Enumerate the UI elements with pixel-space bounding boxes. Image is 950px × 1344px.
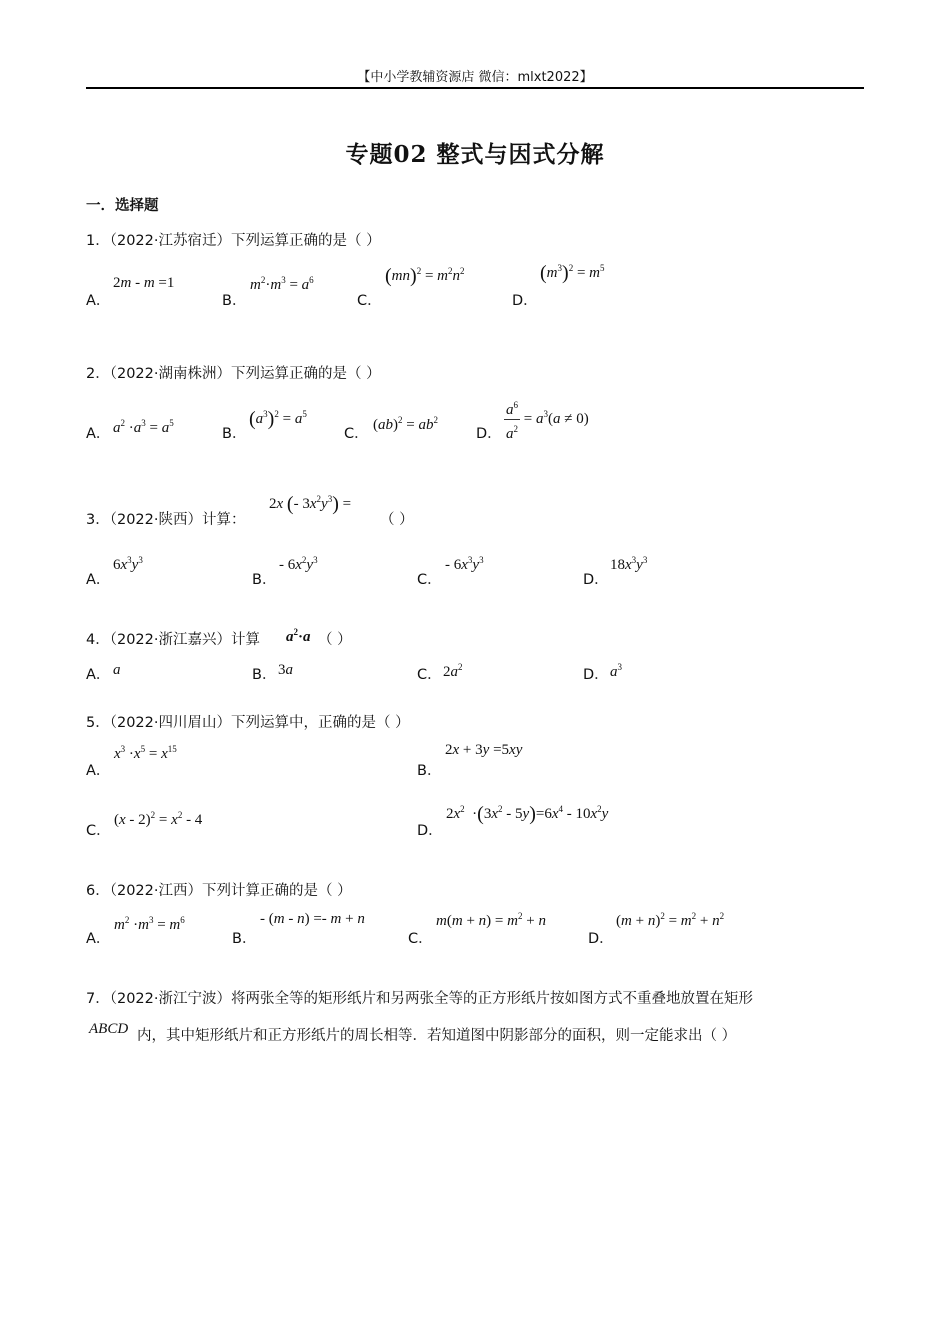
question-4-stem-suffix: （ ）: [318, 632, 352, 648]
section-heading: 一．选择题: [86, 198, 159, 214]
q6-option-b-math: - (m - n) =- m + n: [260, 911, 365, 927]
q3-option-b-math: - $6x^2y^3$: [279, 555, 318, 573]
q1-option-b-label: B．: [222, 293, 247, 309]
q2-option-c-label: C．: [344, 426, 369, 442]
q4-option-c-math: $2a^2$: [443, 662, 463, 680]
q4-option-a-label: A．: [86, 667, 111, 683]
question-1-stem: 1．（2022·江苏宿迁）下列运算正确的是（ ）: [86, 233, 381, 249]
q5-option-d-label: D．: [417, 823, 443, 839]
q2-option-a-math: $a^2 \cdot a^3 = a^5$: [113, 418, 174, 436]
q6-option-c-math: $m(m + n) = m^2 + n$: [436, 911, 546, 929]
q1-option-c-label: C．: [357, 293, 382, 309]
q1-option-a-math: 2m - m =1: [113, 275, 175, 291]
q5-option-b-label: B．: [417, 763, 442, 779]
q5-option-a-label: A．: [86, 763, 111, 779]
q5-option-c-label: C．: [86, 823, 111, 839]
q4-option-c-label: C．: [417, 667, 442, 683]
q6-option-d-math: $(m + n)^2 = m^2 + n^2$: [616, 911, 725, 929]
q7-stem-math: ABCD: [89, 1021, 129, 1037]
q3-option-d-label: D．: [583, 572, 609, 588]
q4-stem-math: $a^2\cdot a$: [286, 627, 311, 645]
q2-option-c-math: $(ab)^2 = ab^2$: [373, 415, 438, 433]
q1-option-b-math: $m^2\cdot m^3 = a^6$: [250, 275, 314, 293]
q3-stem-math: 2x (- $3x^2y^3$) =: [269, 493, 352, 515]
question-5-stem: 5．（2022·四川眉山）下列运算中，正确的是（ ）: [86, 715, 410, 731]
q1-option-c-math: $(mn)^2 = m^2n^2$: [385, 265, 465, 287]
q3-option-c-label: C．: [417, 572, 442, 588]
q1-option-a-label: A．: [86, 293, 111, 309]
q5-option-a-math: $x^3 \cdot x^5 = x^{15}$: [114, 744, 177, 762]
q5-option-b-math: 2x + 3y =5xy: [445, 742, 523, 758]
q6-option-d-label: D．: [588, 931, 614, 947]
q5-option-c-math: $(x - 2)^2 = x^2 - 4$: [114, 810, 203, 828]
q6-option-a-label: A．: [86, 931, 111, 947]
q2-option-d-label: D．: [476, 426, 502, 442]
q2-option-a-label: A．: [86, 426, 111, 442]
q2-option-d-math: $\frac{a^6}{a^2}$ = $a^3(a \ne 0)$: [504, 396, 589, 443]
header-rule: [86, 87, 864, 89]
question-7-stem-line2: 内，其中矩形纸片和正方形纸片的周长相等．若知道图中阴影部分的面积，则一定能求出（ ）: [137, 1028, 737, 1044]
page-title: 专题02 整式与因式分解: [345, 141, 605, 168]
q6-option-a-math: $m^2 \cdot m^3 = m^6$: [114, 915, 185, 933]
question-7-stem-line1: 7．（2022·浙江宁波）将两张全等的矩形纸片和另两张全等的正方形纸片按如图方式不重叠地放置在矩形: [86, 991, 753, 1007]
q3-option-b-label: B．: [252, 572, 277, 588]
q2-option-b-math: $(a^3)^2 = a^5$: [249, 408, 307, 430]
q4-option-d-label: D．: [583, 667, 609, 683]
question-6-stem: 6．（2022·江西）下列计算正确的是（ ）: [86, 883, 352, 899]
q4-option-b-math: 3a: [278, 662, 293, 678]
question-3-stem-prefix: 3．（2022·陕西）计算：: [86, 512, 246, 528]
q3-option-a-math: $6x^3y^3$: [113, 555, 143, 573]
question-3-stem-suffix: （ ）: [380, 512, 414, 528]
page-header: 【中小学教辅资源店 微信：mlxt2022】: [357, 70, 593, 85]
q3-option-d-math: $18x^3y^3$: [610, 555, 648, 573]
q3-option-a-label: A．: [86, 572, 111, 588]
question-4-stem-prefix: 4．（2022·浙江嘉兴）计算: [86, 632, 260, 648]
q4-option-d-math: $a^3$: [610, 662, 622, 680]
q2-option-b-label: B．: [222, 426, 247, 442]
q1-option-d-label: D．: [512, 293, 538, 309]
q5-option-d-math: $2x^2 \cdot(3x^2 - 5y)=6x^4 - 10x^2y$: [446, 803, 609, 825]
question-2-stem: 2．（2022·湖南株洲）下列运算正确的是（ ）: [86, 366, 381, 382]
q3-option-c-math: - $6x^3y^3$: [445, 555, 484, 573]
q6-option-b-label: B．: [232, 931, 257, 947]
q6-option-c-label: C．: [408, 931, 433, 947]
q4-option-b-label: B．: [252, 667, 277, 683]
q4-option-a-math: a: [113, 662, 121, 678]
q1-option-d-math: $(m^3)^2 = m^5$: [540, 262, 605, 284]
